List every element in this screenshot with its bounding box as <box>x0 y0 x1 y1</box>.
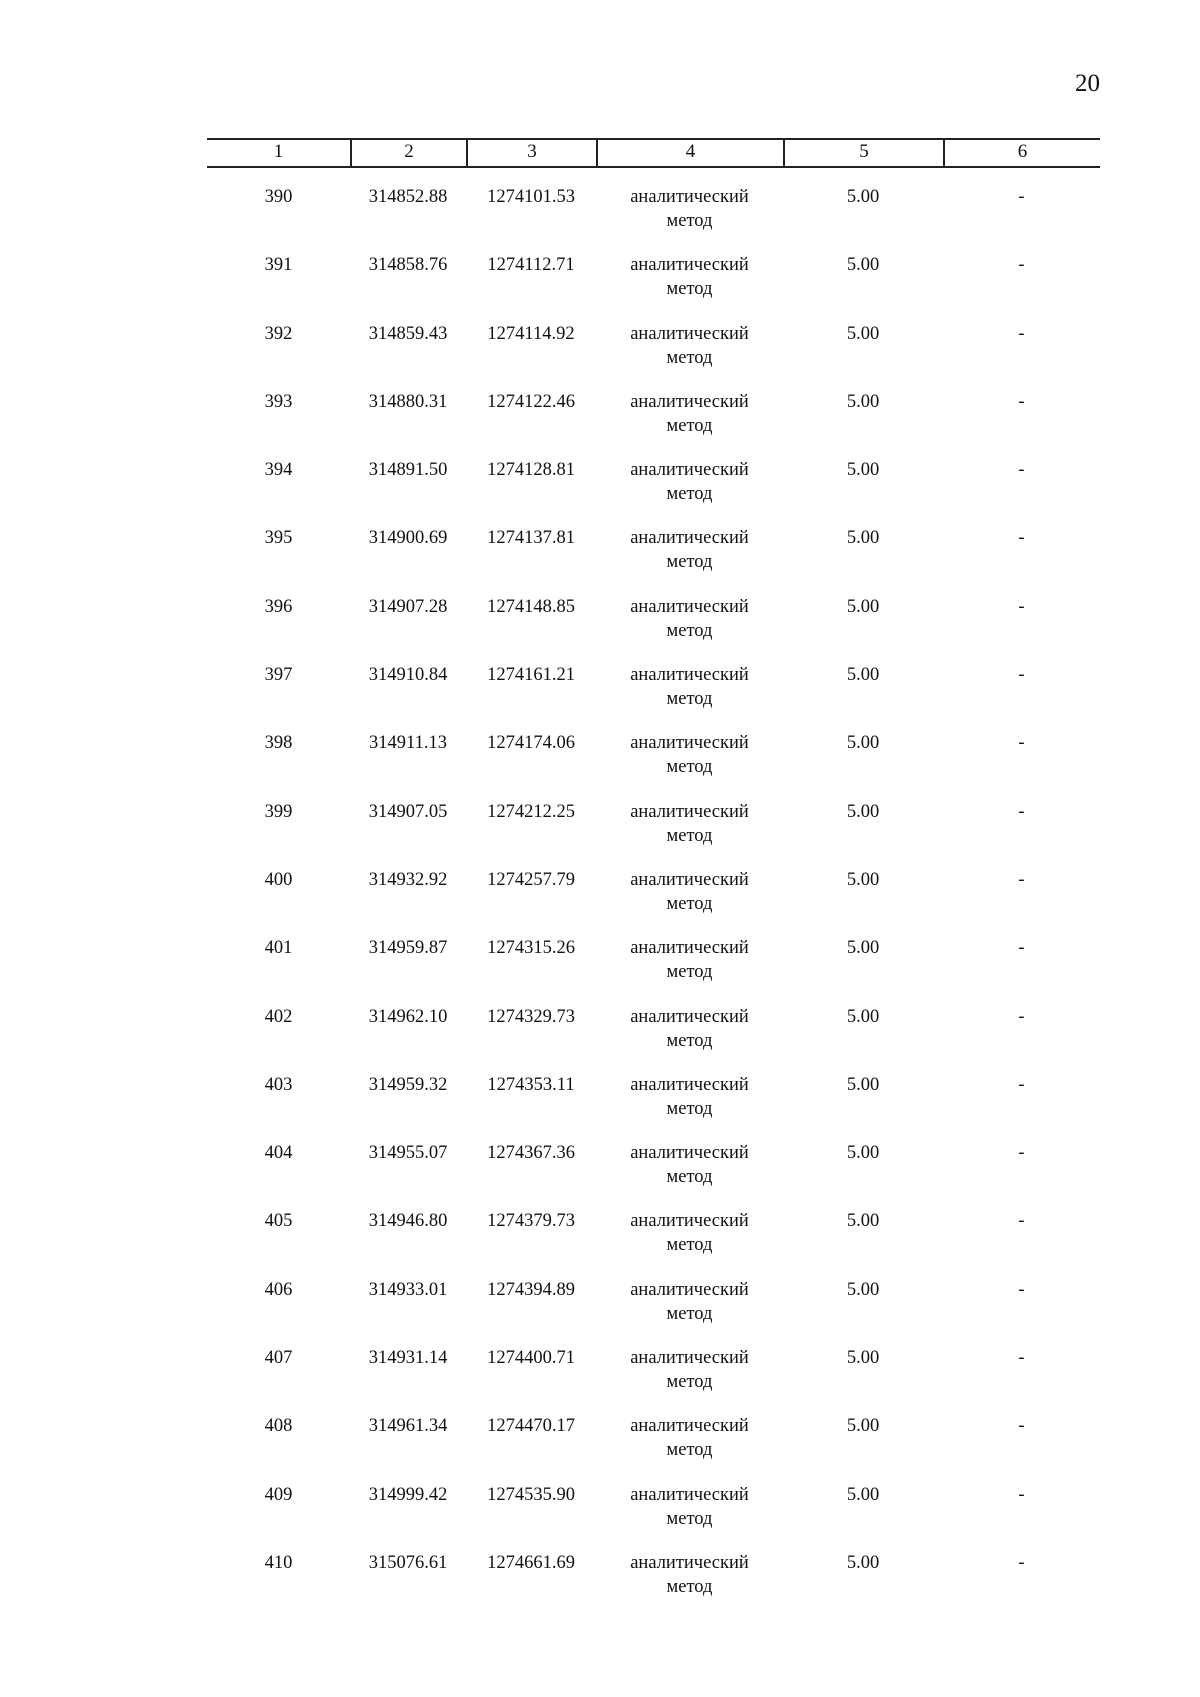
x-coordinate-cell: 314959.87 <box>368 938 448 959</box>
x-coordinate-cell: 314962.10 <box>368 1006 448 1027</box>
method-line-2: метод <box>666 1372 713 1393</box>
method-line-1: аналитический <box>630 187 749 207</box>
y-coordinate-cell: 1274174.06 <box>487 733 575 754</box>
method-cell <box>596 800 783 868</box>
x-coordinate-cell: 314932.92 <box>368 869 448 890</box>
method-line-2: метод <box>666 825 713 846</box>
point-number-cell: 396 <box>264 596 293 617</box>
table-row <box>207 1005 1100 1073</box>
x-coordinate-cell: 314891.50 <box>368 460 448 481</box>
point-number-cell: 399 <box>264 801 293 822</box>
x-coordinate-cell: 314955.07 <box>368 1143 448 1164</box>
note-cell: - <box>1018 1143 1025 1164</box>
note-cell: - <box>1018 1348 1025 1369</box>
method-line-2: метод <box>666 893 713 914</box>
method-cell <box>596 663 783 731</box>
method-line-1: аналитический <box>630 460 749 481</box>
y-coordinate-cell: 1274212.25 <box>487 801 575 822</box>
table-header <box>207 138 1100 168</box>
accuracy-cell: 5.00 <box>846 323 880 344</box>
accuracy-cell: 5.00 <box>846 1211 880 1232</box>
point-number-cell: 400 <box>264 869 293 890</box>
accuracy-cell: 5.00 <box>846 1416 880 1437</box>
table-row <box>207 458 1100 526</box>
note-cell: - <box>1018 391 1025 412</box>
x-coordinate-cell: 314959.32 <box>368 1074 448 1095</box>
note-cell: - <box>1018 1006 1025 1027</box>
method-line-2: метод <box>666 1098 713 1119</box>
column-header-3: 3 <box>466 140 596 166</box>
y-coordinate-cell: 1274122.46 <box>487 391 575 412</box>
point-number-cell: 391 <box>264 255 293 276</box>
column-header-5: 5 <box>783 140 943 166</box>
x-coordinate-cell: 314907.05 <box>368 801 448 822</box>
method-line-1: аналитический <box>630 1074 749 1095</box>
point-number-cell: 397 <box>264 665 293 686</box>
accuracy-cell: 5.00 <box>846 596 880 617</box>
y-coordinate-cell: 1274112.71 <box>487 255 575 276</box>
method-line-1: аналитический <box>630 869 749 890</box>
method-line-1: аналитический <box>630 528 749 549</box>
point-number-cell: 403 <box>264 1074 293 1095</box>
method-cell <box>596 1483 783 1551</box>
note-cell: - <box>1018 1484 1025 1505</box>
x-coordinate-cell: 314907.28 <box>368 596 448 617</box>
note-cell: - <box>1018 255 1025 276</box>
point-number-cell: 405 <box>264 1211 293 1232</box>
y-coordinate-cell: 1274128.81 <box>487 460 575 481</box>
method-line-2: метод <box>666 962 713 983</box>
column-header-4: 4 <box>596 140 783 166</box>
accuracy-cell: 5.00 <box>846 187 880 207</box>
table-row <box>207 1551 1100 1619</box>
y-coordinate-cell: 1274367.36 <box>487 1143 575 1164</box>
method-line-2: метод <box>666 1576 713 1597</box>
note-cell: - <box>1018 1416 1025 1437</box>
note-cell: - <box>1018 1279 1025 1300</box>
method-line-1: аналитический <box>630 1006 749 1027</box>
method-cell <box>596 731 783 799</box>
point-number-cell: 390 <box>264 187 293 207</box>
y-coordinate-cell: 1274329.73 <box>487 1006 575 1027</box>
method-line-1: аналитический <box>630 323 749 344</box>
x-coordinate-cell: 314859.43 <box>368 323 448 344</box>
x-coordinate-cell: 314911.13 <box>369 733 447 754</box>
note-cell: - <box>1018 187 1025 207</box>
method-line-2: метод <box>666 279 713 300</box>
point-number-cell: 404 <box>264 1143 293 1164</box>
method-line-2: метод <box>666 1508 713 1529</box>
table-row <box>207 1414 1100 1482</box>
method-line-2: метод <box>666 757 713 778</box>
note-cell: - <box>1018 1211 1025 1232</box>
y-coordinate-cell: 1274470.17 <box>487 1416 575 1437</box>
table-row <box>207 253 1100 321</box>
table-row <box>207 1209 1100 1277</box>
accuracy-cell: 5.00 <box>846 1348 880 1369</box>
column-header-2: 2 <box>350 140 466 166</box>
accuracy-cell: 5.00 <box>846 460 880 481</box>
table-row <box>207 1073 1100 1141</box>
table-row <box>207 936 1100 1004</box>
accuracy-cell: 5.00 <box>846 528 880 549</box>
y-coordinate-cell: 1274315.26 <box>487 938 575 959</box>
method-line-2: метод <box>666 484 713 505</box>
table-row <box>207 322 1100 390</box>
accuracy-cell: 5.00 <box>846 1552 880 1573</box>
method-cell <box>596 936 783 1004</box>
method-cell <box>596 458 783 526</box>
method-cell <box>596 1141 783 1209</box>
accuracy-cell: 5.00 <box>846 391 880 412</box>
method-line-1: аналитический <box>630 1552 749 1573</box>
accuracy-cell: 5.00 <box>846 1074 880 1095</box>
y-coordinate-cell: 1274353.11 <box>487 1074 575 1095</box>
point-number-cell: 408 <box>264 1416 293 1437</box>
y-coordinate-cell: 1274257.79 <box>487 869 575 890</box>
table-row <box>207 1141 1100 1209</box>
method-line-1: аналитический <box>630 596 749 617</box>
method-cell <box>596 1278 783 1346</box>
x-coordinate-cell: 314999.42 <box>368 1484 448 1505</box>
method-line-1: аналитический <box>630 1348 749 1369</box>
method-line-2: метод <box>666 1235 713 1256</box>
point-number-cell: 407 <box>264 1348 293 1369</box>
method-cell <box>596 322 783 390</box>
table-row <box>207 390 1100 458</box>
point-number-cell: 401 <box>264 938 293 959</box>
method-line-1: аналитический <box>630 255 749 276</box>
table-body <box>207 185 1100 1619</box>
y-coordinate-cell: 1274400.71 <box>487 1348 575 1369</box>
method-cell <box>596 185 783 253</box>
point-number-cell: 395 <box>264 528 293 549</box>
x-coordinate-cell: 314961.34 <box>368 1416 448 1437</box>
method-cell <box>596 595 783 663</box>
accuracy-cell: 5.00 <box>846 938 880 959</box>
method-line-1: аналитический <box>630 1416 749 1437</box>
table-row <box>207 1483 1100 1551</box>
method-line-1: аналитический <box>630 1211 749 1232</box>
accuracy-cell: 5.00 <box>846 1484 880 1505</box>
y-coordinate-cell: 1274535.90 <box>487 1484 575 1505</box>
table-row <box>207 731 1100 799</box>
point-number-cell: 409 <box>264 1484 293 1505</box>
accuracy-cell: 5.00 <box>846 801 880 822</box>
table-row <box>207 800 1100 868</box>
x-coordinate-cell: 314858.76 <box>368 255 448 276</box>
x-coordinate-cell: 314910.84 <box>368 665 448 686</box>
note-cell: - <box>1018 938 1025 959</box>
method-line-1: аналитический <box>630 938 749 959</box>
table-row <box>207 1278 1100 1346</box>
method-line-1: аналитический <box>630 801 749 822</box>
x-coordinate-cell: 314900.69 <box>368 528 448 549</box>
method-line-2: метод <box>666 552 713 573</box>
table-row <box>207 526 1100 594</box>
accuracy-cell: 5.00 <box>846 1143 880 1164</box>
note-cell: - <box>1018 528 1025 549</box>
method-cell <box>596 526 783 594</box>
point-number-cell: 406 <box>264 1279 293 1300</box>
method-line-2: метод <box>666 347 713 368</box>
table-row <box>207 595 1100 663</box>
method-line-2: метод <box>666 689 713 710</box>
note-cell: - <box>1018 1074 1025 1095</box>
method-line-1: аналитический <box>630 1143 749 1164</box>
table-row <box>207 1346 1100 1414</box>
x-coordinate-cell: 314946.80 <box>368 1211 448 1232</box>
x-coordinate-cell: 314852.88 <box>368 187 448 207</box>
method-cell <box>596 1209 783 1277</box>
method-cell <box>596 1551 783 1619</box>
y-coordinate-cell: 1274148.85 <box>487 596 575 617</box>
x-coordinate-cell: 315076.61 <box>368 1552 448 1573</box>
y-coordinate-cell: 1274114.92 <box>487 323 575 344</box>
note-cell: - <box>1018 323 1025 344</box>
page-number: 20 <box>1075 70 1100 97</box>
table-row <box>207 868 1100 936</box>
point-number-cell: 398 <box>264 733 293 754</box>
point-number-cell: 394 <box>264 460 293 481</box>
accuracy-cell: 5.00 <box>846 665 880 686</box>
method-line-2: метод <box>666 1440 713 1461</box>
table-row <box>207 663 1100 731</box>
x-coordinate-cell: 314931.14 <box>368 1348 448 1369</box>
point-number-cell: 402 <box>264 1006 293 1027</box>
accuracy-cell: 5.00 <box>846 1006 880 1027</box>
y-coordinate-cell: 1274101.53 <box>487 187 575 207</box>
method-cell <box>596 253 783 321</box>
method-line-1: аналитический <box>630 1484 749 1505</box>
note-cell: - <box>1018 869 1025 890</box>
y-coordinate-cell: 1274161.21 <box>487 665 575 686</box>
method-line-2: метод <box>666 415 713 436</box>
method-line-1: аналитический <box>630 1279 749 1300</box>
y-coordinate-cell: 1274394.89 <box>487 1279 575 1300</box>
y-coordinate-cell: 1274137.81 <box>487 528 575 549</box>
note-cell: - <box>1018 801 1025 822</box>
method-line-2: метод <box>666 1030 713 1051</box>
point-number-cell: 392 <box>264 323 293 344</box>
note-cell: - <box>1018 1552 1025 1573</box>
method-line-2: метод <box>666 1303 713 1324</box>
point-number-cell: 410 <box>264 1552 293 1573</box>
accuracy-cell: 5.00 <box>846 869 880 890</box>
method-cell <box>596 1346 783 1414</box>
table-row <box>207 185 1100 253</box>
method-cell <box>596 1005 783 1073</box>
note-cell: - <box>1018 596 1025 617</box>
method-line-1: аналитический <box>630 665 749 686</box>
method-line-2: метод <box>666 1167 713 1188</box>
column-header-1: 1 <box>273 141 284 162</box>
method-line-1: аналитический <box>630 391 749 412</box>
note-cell: - <box>1018 665 1025 686</box>
method-line-2: метод <box>666 211 713 231</box>
accuracy-cell: 5.00 <box>846 1279 880 1300</box>
method-line-2: метод <box>666 620 713 641</box>
accuracy-cell: 5.00 <box>846 733 880 754</box>
method-cell <box>596 1073 783 1141</box>
accuracy-cell: 5.00 <box>846 255 880 276</box>
method-cell <box>596 1414 783 1482</box>
method-cell <box>596 390 783 458</box>
column-header-6: 6 <box>943 140 1100 166</box>
x-coordinate-cell: 314933.01 <box>368 1279 448 1300</box>
y-coordinate-cell: 1274661.69 <box>487 1552 575 1573</box>
x-coordinate-cell: 314880.31 <box>368 391 448 412</box>
point-number-cell: 393 <box>264 391 293 412</box>
y-coordinate-cell: 1274379.73 <box>487 1211 575 1232</box>
method-line-1: аналитический <box>630 733 749 754</box>
method-cell <box>596 868 783 936</box>
note-cell: - <box>1018 733 1025 754</box>
note-cell: - <box>1018 460 1025 481</box>
